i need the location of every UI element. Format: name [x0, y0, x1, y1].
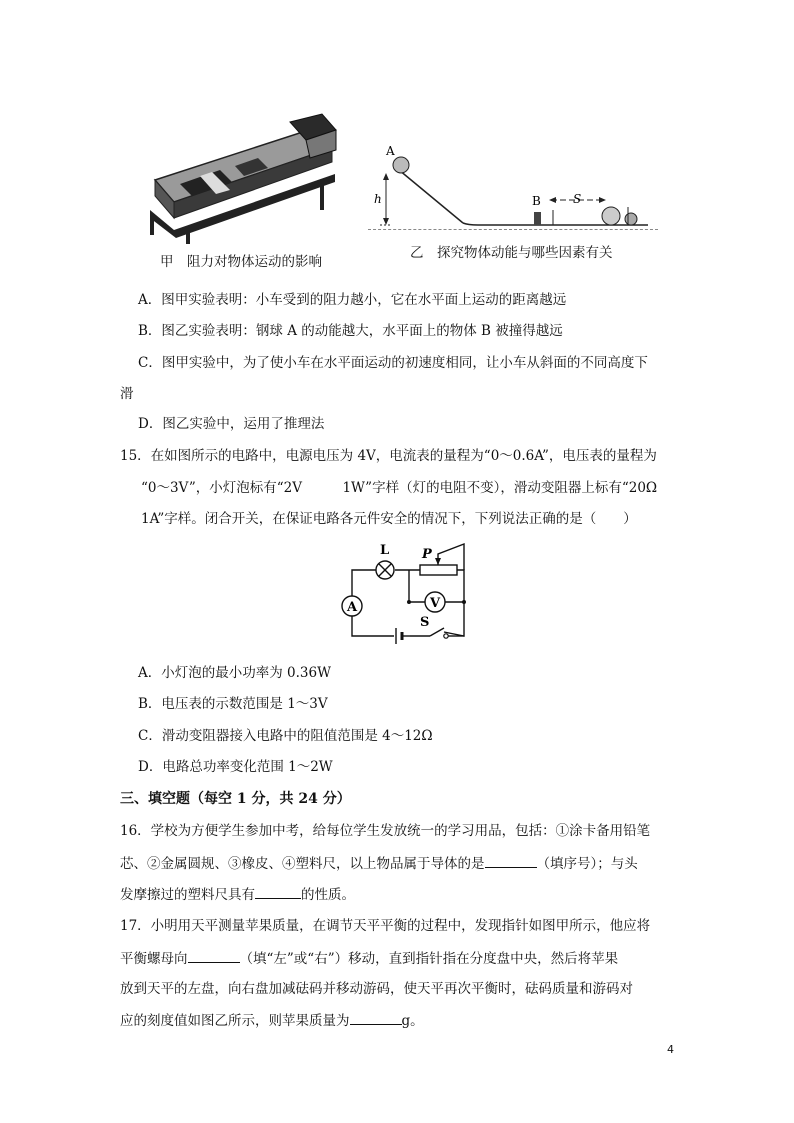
figure-yi-drawing — [368, 135, 658, 235]
q17-line2 — [120, 948, 618, 969]
q15-stem-line2: “0～3V”，小灯泡标有“2V 1W”字样（灯的电阻不变），滑动变阻器上标有“20Ω — [141, 480, 658, 496]
q14-option-c-line1: C．图甲实验中，为了使小车在水平面运动的初速度相同，让小车从斜面的不同高度下 — [138, 355, 648, 371]
q16-line2-text-a: 芯、②金属圆规、③橡皮、④塑料尺，以上物品属于导体的是 — [120, 856, 485, 872]
circuit-label-switch: S — [420, 615, 430, 630]
q16-line3-text-a: 发摩擦过的塑料尺具有 — [120, 887, 255, 903]
circuit-label-ammeter: A — [347, 600, 358, 615]
q17-line4 — [120, 1010, 424, 1031]
figure-jia-caption: 甲 阻力对物体运动的影响 — [160, 254, 322, 270]
q16-line2 — [120, 853, 638, 874]
figure-yi-label-h: h — [374, 192, 382, 206]
q16-line1: 16．学校为方便学生参加中考，给每位学生发放统一的学习用品，包括：①涂卡备用铅笔 — [120, 823, 651, 839]
section-3-title: 三、填空题（每空 1 分，共 24 分） — [120, 791, 351, 807]
q14-option-d: D．图乙实验中，运用了推理法 — [138, 416, 325, 432]
q17-line4-text-a: 应的刻度值如图乙所示，则苹果质量为 — [120, 1013, 350, 1029]
q17-line2-text-b: （填“左”或“右”）移动，直到指针指在分度盘中央，然后将苹果 — [239, 951, 619, 967]
q17-line4-text-b: g。 — [401, 1013, 424, 1029]
q16-line2-text-b: （填序号）；与头 — [536, 856, 638, 872]
q15-stem-line3: 1A”字样。闭合开关，在保证电路各元件安全的情况下，下列说法正确的是（ ） — [141, 511, 637, 527]
q17-blank-2[interactable] — [350, 1010, 402, 1025]
figure-yi — [368, 135, 658, 235]
q16-blank-1[interactable] — [485, 853, 537, 868]
q14-option-b: B．图乙实验表明：钢球 A 的动能越大，水平面上的物体 B 被撞得越远 — [138, 323, 563, 339]
q15-option-d: D．电路总功率变化范围 1～2W — [138, 759, 333, 775]
circuit-diagram — [330, 538, 480, 650]
q16-line3 — [120, 884, 355, 905]
circuit-label-voltmeter: V — [430, 596, 441, 611]
circuit-label-lamp: L — [380, 543, 390, 558]
q16-blank-2[interactable] — [255, 884, 301, 899]
q14-option-c-line2: 滑 — [120, 386, 134, 402]
q17-line3: 放到天平的左盘，向右盘加减砝码并移动游码，使天平再次平衡时，砝码质量和游码对 — [120, 981, 633, 997]
q16-line3-text-b: 的性质。 — [301, 887, 355, 903]
q15-option-a: A．小灯泡的最小功率为 0.36W — [138, 665, 331, 681]
circuit-drawing — [330, 538, 480, 650]
figure-yi-label-b: B — [532, 194, 541, 208]
q17-line2-text-a: 平衡螺母向 — [120, 951, 188, 967]
q17-line1: 17．小明用天平测量苹果质量，在调节天平平衡的过程中，发现指针如图甲所示，他应将 — [120, 918, 651, 934]
q14-option-a: A．图甲实验表明：小车受到的阻力越小，它在水平面上运动的距离越远 — [138, 292, 567, 308]
figure-yi-label-s: S — [573, 192, 582, 206]
q15-option-c: C．滑动变阻器接入电路中的阻值范围是 4～12Ω — [138, 728, 433, 744]
circuit-label-slider: P — [422, 547, 432, 562]
figure-yi-label-a: A — [386, 144, 395, 158]
q17-blank-1[interactable] — [188, 948, 240, 963]
q15-stem-line1: 15．在如图所示的电路中，电源电压为 4V，电流表的量程为“0～0.6A”，电压表的量程为 — [120, 448, 657, 464]
figure-jia — [140, 110, 345, 245]
figure-jia-drawing — [140, 110, 345, 245]
figure-yi-baseline-dash — [368, 229, 658, 230]
page-number: 4 — [667, 1043, 674, 1056]
figure-yi-caption: 乙 探究物体动能与哪些因素有关 — [410, 245, 613, 261]
q15-option-b: B．电压表的示数范围是 1～3V — [138, 696, 328, 712]
